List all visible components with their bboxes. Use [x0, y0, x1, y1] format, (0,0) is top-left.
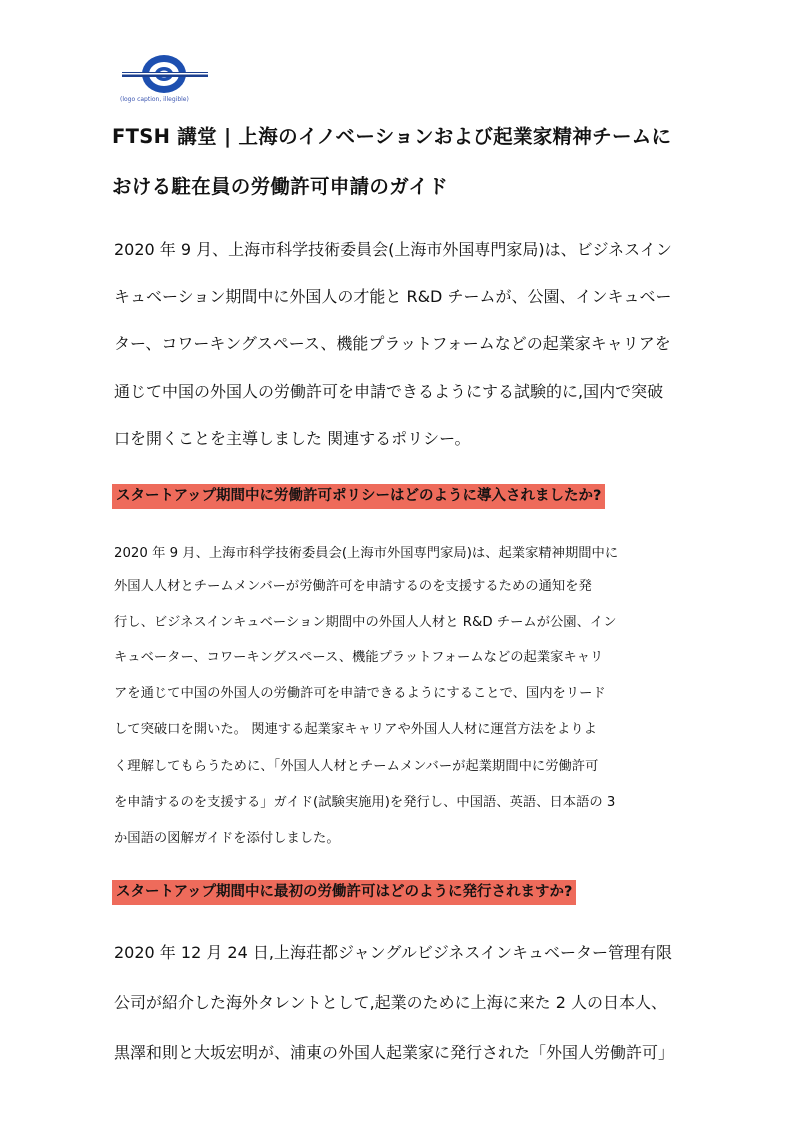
intro-line: 2020 年 9 月、上海市科学技術委員会(上海市外国専門家局)は、ビジネスイン	[114, 240, 672, 259]
section-1-line: アを通じて中国の外国人の労働許可を申請できるようにすることで、国内をリード	[114, 686, 606, 701]
section-2-line: 2020 年 12 月 24 日,上海荘都ジャングルビジネスインキュベーター管理有限	[114, 943, 673, 962]
section-1-line: 2020 年 9 月、上海市科学技術委員会(上海市外国専門家局)は、起業家精神期間中に	[114, 546, 619, 561]
intro-line: ター、コワーキングスペース、機能プラットフォームなどの起業家キャリアを	[114, 334, 671, 353]
section-2-line: 黒澤和則と大坂宏明が、浦東の外国人起業家に発行された「外国人労働許可」	[114, 1043, 675, 1062]
section-1-line: を申請するのを支援する」ガイド(試験実施用)を発行し、中国語、英語、日本語の 3	[114, 795, 616, 810]
section-2-line: 公司が紹介した海外タレントとして,起業のために上海に来た 2 人の日本人、	[114, 993, 668, 1012]
section-1-line: キュベーター、コワーキングスペース、機能プラットフォームなどの起業家キャリ	[114, 650, 604, 665]
section-1-line: く理解してもらうために、「外国人人材とチームメンバーが起業期間中に労働許可	[114, 759, 599, 774]
section-1-heading: スタートアップ期間中に労働許可ポリシーはどのように導入されましたか?	[112, 484, 605, 509]
section-1-line: 行し、ビジネスインキュベーション期間中の外国人人材と R&D チームが公園、イン	[114, 615, 617, 630]
intro-line: 口を開くことを主導しました 関連するポリシー。	[114, 429, 471, 448]
section-2-heading: スタートアップ期間中に最初の労働許可はどのように発行されますか?	[112, 880, 576, 905]
intro-line: 通じて中国の外国人の労働許可を申請できるようにする試験的に,国内で突破	[114, 382, 664, 401]
document-title-line-2: おける駐在員の労働許可申請のガイド	[112, 175, 449, 198]
section-1-line: して突破口を開いた。 関連する起業家キャリアや外国人人材に運営方法をよりよ	[114, 722, 597, 737]
intro-line: キュベーション期間中に外国人の才能と R&D チームが、公園、インキュベー	[114, 287, 672, 306]
section-1-line: 外国人人材とチームメンバーが労働許可を申請するのを支援するための通知を発	[114, 579, 592, 594]
logo-caption: (logo caption, illegible)	[120, 96, 189, 103]
section-1-line: か国語の図解ガイドを添付しました。	[114, 831, 340, 846]
document-title-line-1: FTSH 講堂 | 上海のイノベーションおよび起業家精神チームに	[112, 125, 672, 148]
